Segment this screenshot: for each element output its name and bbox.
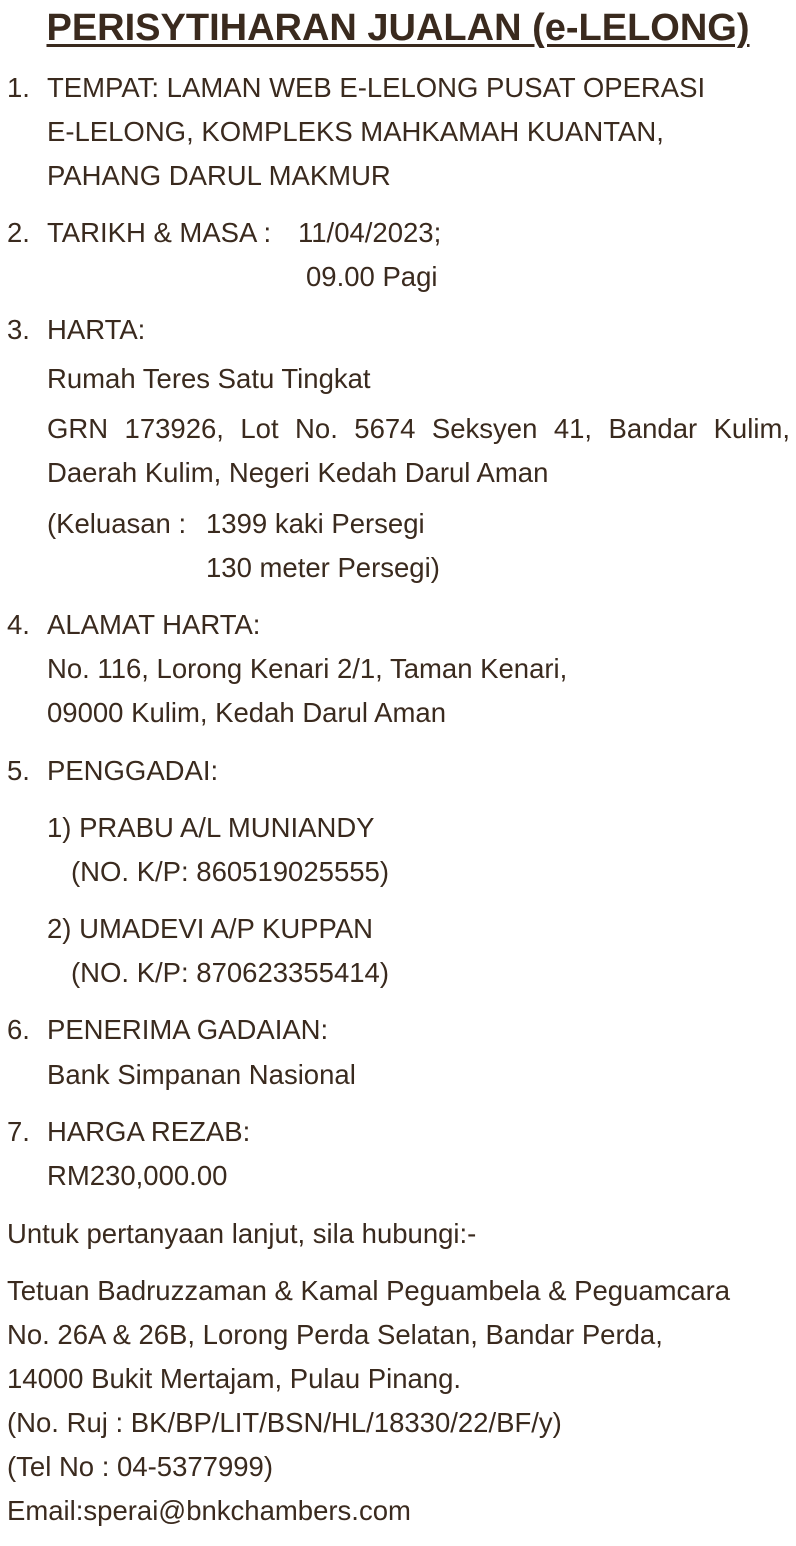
contact-address: No. 26A & 26B, Lorong Perda Selatan, Bandar Perda, (7, 1319, 663, 1350)
address-label: ALAMAT HARTA: (47, 609, 261, 640)
email-address[interactable]: Email:sperai@bnkchambers.com (7, 1495, 411, 1526)
reserve-price: RM230,000.00 (47, 1160, 228, 1191)
item-number: 4. (7, 609, 30, 640)
venue-line: PAHANG DARUL MAKMUR (47, 160, 391, 191)
auction-time: 09.00 Pagi (306, 261, 438, 292)
item-number: 5. (7, 755, 30, 786)
auction-date: 11/04/2023; (298, 217, 442, 248)
law-firm-name: Tetuan Badruzzaman & Kamal Peguambela & Peguamcara (7, 1275, 731, 1306)
property-type: Rumah Teres Satu Tingkat (47, 363, 371, 394)
phone-number: (Tel No : 04-5377999) (7, 1451, 273, 1482)
address-line: No. 116, Lorong Kenari 2/1, Taman Kenari, (47, 653, 568, 684)
chargee-label: PENERIMA GADAIAN: (47, 1014, 329, 1045)
item-number: 6. (7, 1014, 30, 1045)
item-number: 7. (7, 1116, 30, 1147)
chargor-id: (NO. K/P: 860519025555) (71, 856, 389, 887)
property-title: GRN 173926, Lot No. 5674 Seksyen 41, Bandar Kulim, (47, 413, 790, 444)
contact-intro: Untuk pertanyaan lanjut, sila hubungi:- (7, 1218, 477, 1249)
venue-line: TEMPAT: LAMAN WEB E-LELONG PUSAT OPERASI (47, 72, 706, 103)
area-sqm: 130 meter Persegi) (206, 552, 440, 583)
venue-line: E-LELONG, KOMPLEKS MAHKAMAH KUANTAN, (47, 116, 664, 147)
area-label: (Keluasan : (47, 508, 187, 539)
chargor-label: PENGGADAI: (47, 755, 219, 786)
chargor-id: (NO. K/P: 870623355414) (71, 957, 389, 988)
address-line: 09000 Kulim, Kedah Darul Aman (47, 697, 446, 728)
item-number: 1. (7, 72, 30, 103)
item-number: 3. (7, 314, 30, 345)
chargor-name: 1) PRABU A/L MUNIANDY (47, 812, 375, 843)
property-label: HARTA: (47, 314, 146, 345)
item-number: 2. (7, 217, 30, 248)
area-sqft: 1399 kaki Persegi (206, 508, 425, 539)
date-time-label: TARIKH & MASA : (47, 217, 272, 248)
chargor-name: 2) UMADEVI A/P KUPPAN (47, 913, 374, 944)
chargee-name: Bank Simpanan Nasional (47, 1059, 356, 1090)
reference-number: (No. Ruj : BK/BP/LIT/BSN/HL/18330/22/BF/y) (7, 1407, 562, 1438)
reserve-price-label: HARGA REZAB: (47, 1116, 251, 1147)
contact-address: 14000 Bukit Mertajam, Pulau Pinang. (7, 1363, 462, 1394)
property-title: Daerah Kulim, Negeri Kedah Darul Aman (47, 457, 549, 488)
page-title: PERISYTIHARAN JUALAN (e-LELONG) (46, 7, 750, 49)
